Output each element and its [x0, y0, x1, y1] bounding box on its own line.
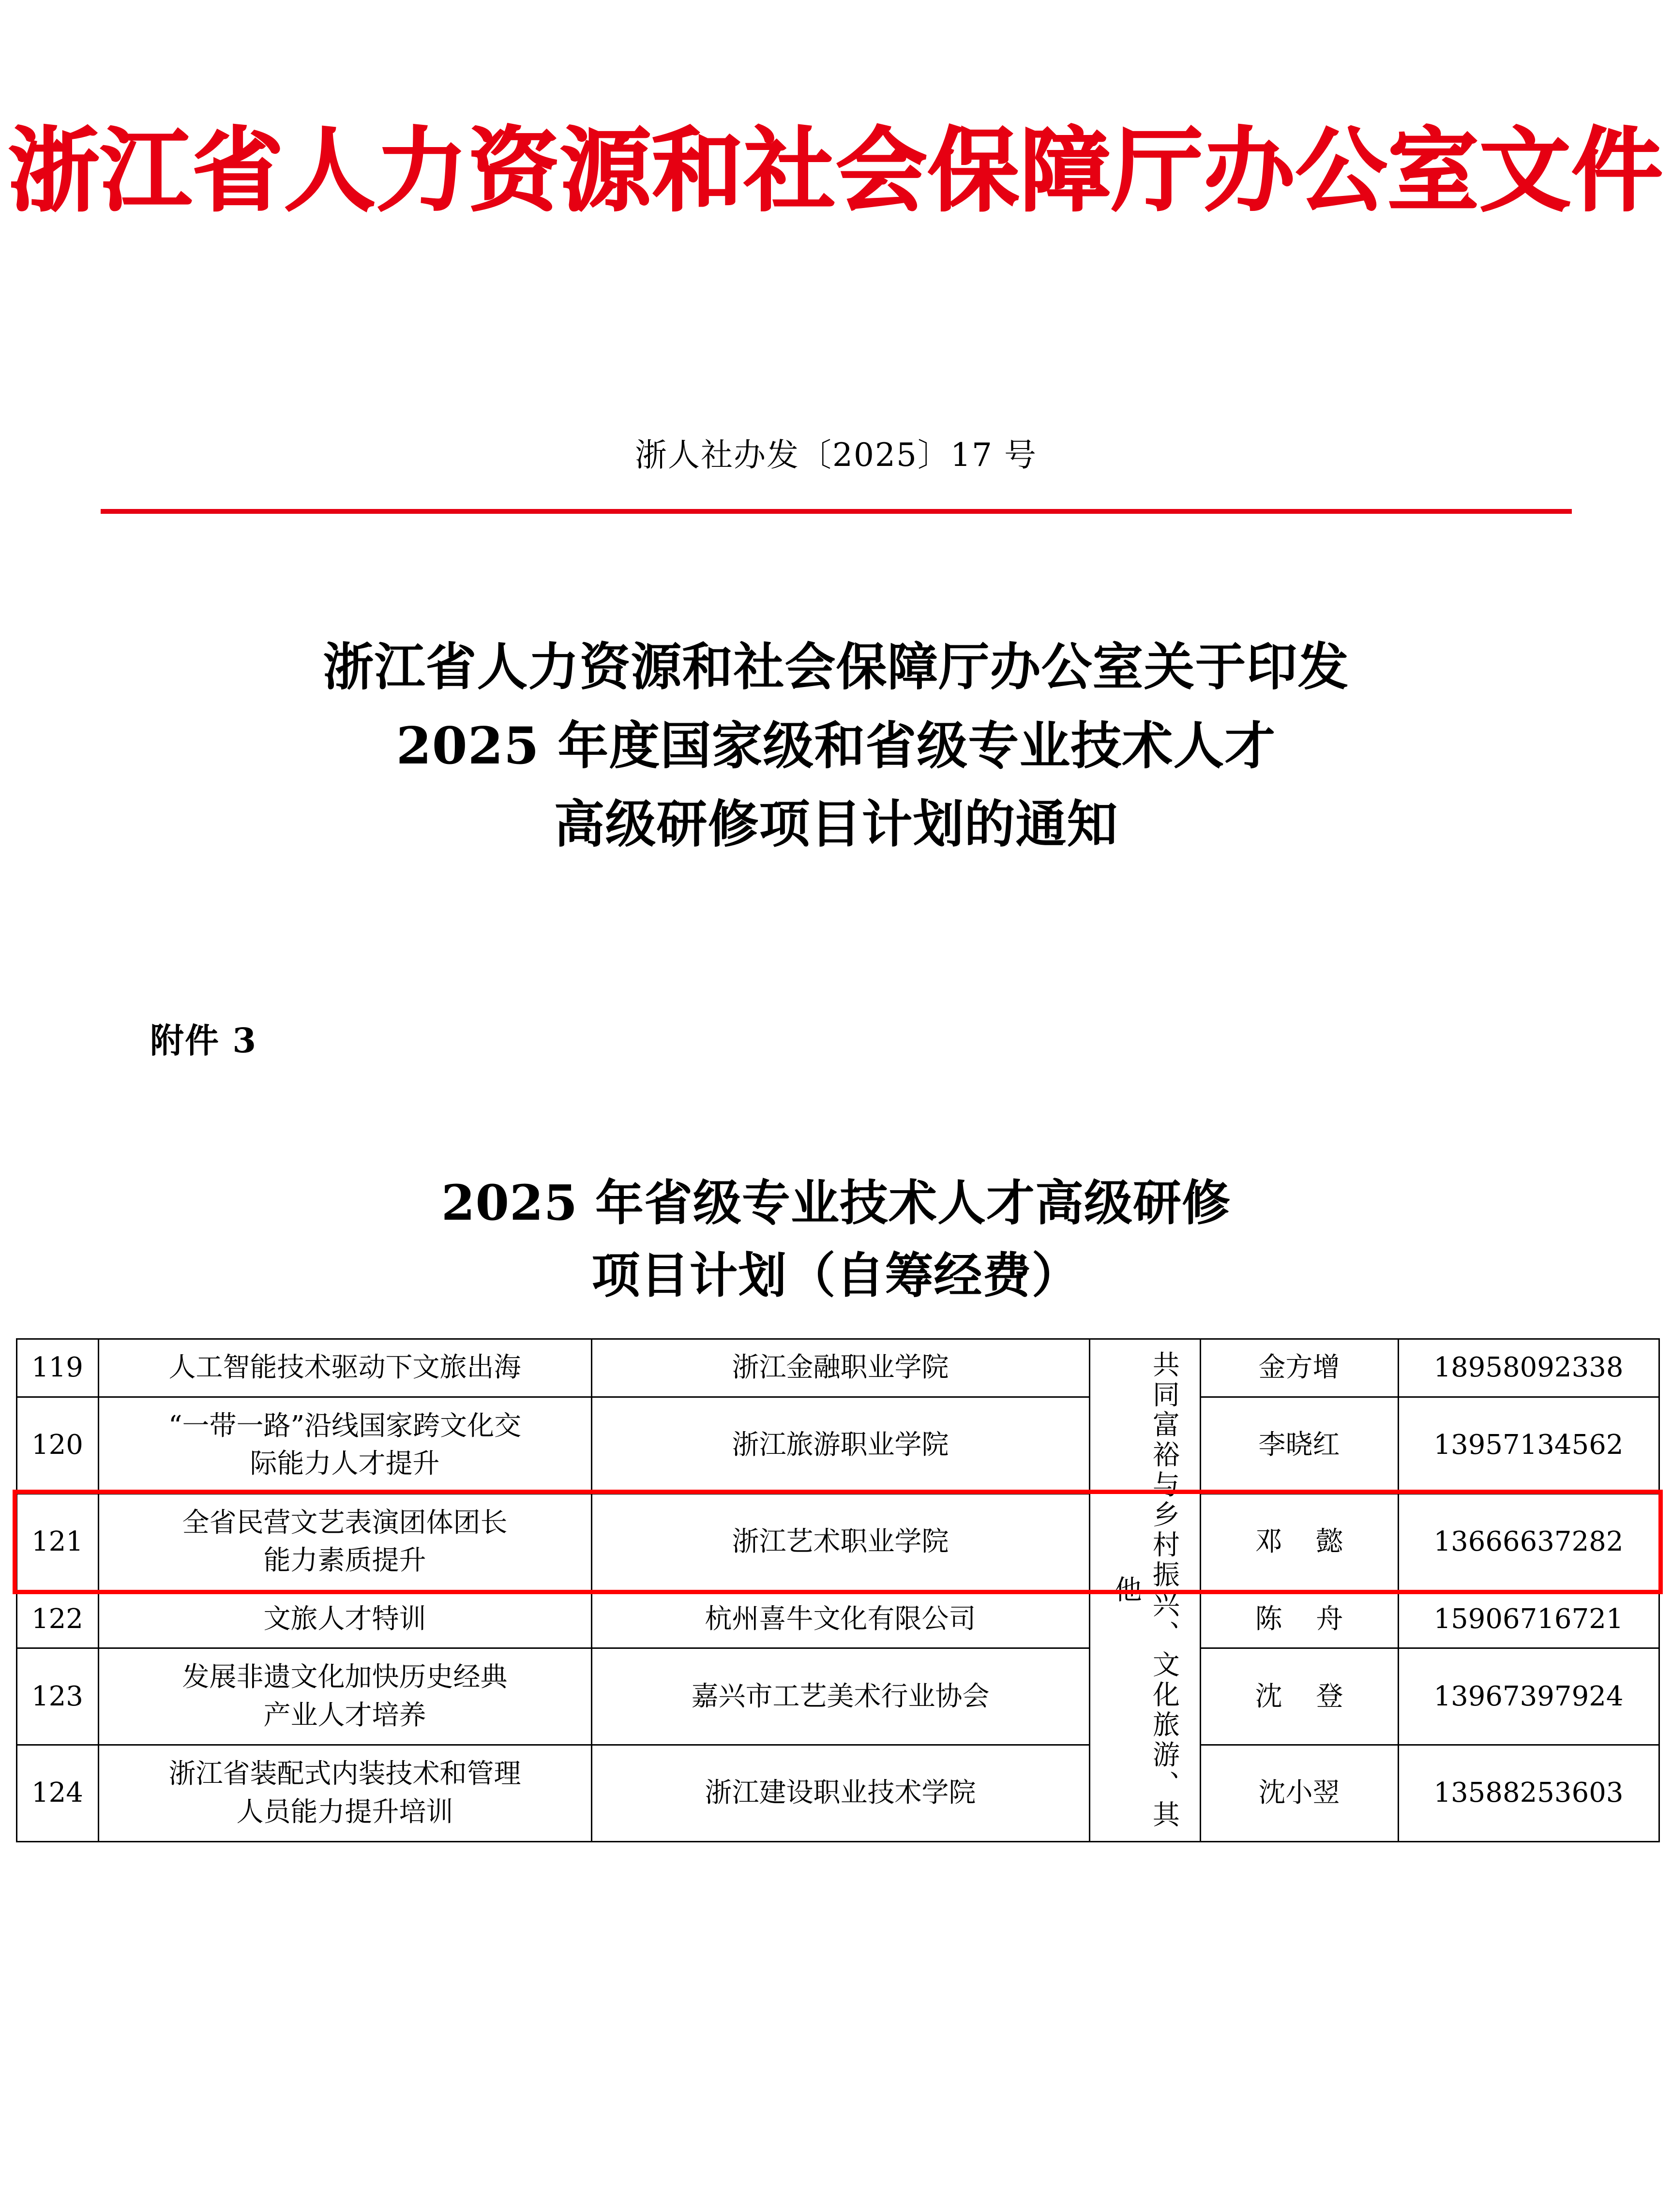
- contact-person-name: 沈小翌: [1258, 1777, 1340, 1809]
- row-number: 124: [16, 1745, 98, 1842]
- table-row: [16, 1339, 1659, 1397]
- row-phone: 18958092338: [1398, 1339, 1659, 1397]
- row-project-line-2: 人员能力提升培训: [236, 1796, 453, 1828]
- plan-table-container: [16, 1338, 1657, 1842]
- row-number: 119: [16, 1339, 98, 1397]
- red-divider-rule: [101, 509, 1572, 514]
- row-project: [98, 1494, 591, 1590]
- row-field-category-text: 共同富裕与乡村振兴、文化旅游、其他: [1110, 1350, 1180, 1831]
- row-project-line-2: 产业人才培养: [263, 1699, 426, 1731]
- row-organization: 浙江建设职业技术学院: [591, 1745, 1089, 1842]
- row-contact-person: [1200, 1494, 1398, 1590]
- row-project: [98, 1745, 591, 1842]
- row-organization: 浙江艺术职业学院: [591, 1494, 1089, 1590]
- row-project: [98, 1648, 591, 1745]
- table-title-line-1: 2025 年省级专业技术人才高级研修: [441, 1174, 1231, 1232]
- table-row: [16, 1648, 1659, 1745]
- row-project-line-1: 浙江省装配式内装技术和管理: [168, 1758, 521, 1790]
- table-row-highlighted: [16, 1494, 1659, 1590]
- row-phone: 13666637282: [1398, 1494, 1659, 1590]
- row-number: 123: [16, 1648, 98, 1745]
- table-row: [16, 1745, 1659, 1842]
- document-title-line-2: 2025 年度国家级和省级专业技术人才: [396, 715, 1276, 776]
- row-project-line-1: “一带一路”沿线国家跨文化交: [168, 1410, 522, 1442]
- contact-person-name: 金方增: [1258, 1352, 1340, 1384]
- row-field-category: [1089, 1339, 1200, 1842]
- row-project-line-2: 能力素质提升: [263, 1545, 426, 1577]
- row-number: 121: [16, 1494, 98, 1590]
- masthead: [0, 0, 1672, 224]
- row-project: 人工智能技术驱动下文旅出海: [98, 1339, 591, 1397]
- table-row: [16, 1397, 1659, 1494]
- row-organization: 嘉兴市工艺美术行业协会: [591, 1648, 1089, 1745]
- row-contact-person: [1200, 1590, 1398, 1648]
- document-title-line-1: 浙江省人力资源和社会保障厅办公室关于印发: [323, 636, 1349, 697]
- table-title: [135, 1166, 1538, 1312]
- row-project-line-2: 际能力人才提升: [250, 1448, 440, 1480]
- row-organization: 浙江旅游职业学院: [591, 1397, 1089, 1494]
- row-phone: 13957134562: [1398, 1397, 1659, 1494]
- contact-person-name: 李晓红: [1258, 1429, 1340, 1461]
- document-title-line-3: 高级研修项目计划的通知: [554, 794, 1118, 854]
- plan-table: [16, 1338, 1660, 1842]
- table-title-line-2: 项目计划（自筹经费）: [591, 1247, 1081, 1304]
- row-project-line-1: 发展非遗文化加快历史经典: [182, 1661, 508, 1693]
- row-phone: 15906716721: [1398, 1590, 1659, 1648]
- row-project: [98, 1397, 591, 1494]
- row-phone: 13967397924: [1398, 1648, 1659, 1745]
- row-number: 122: [16, 1590, 98, 1648]
- row-organization: 杭州喜牛文化有限公司: [591, 1590, 1089, 1648]
- document-number: 浙人社办发〔2025〕17 号: [635, 436, 1037, 474]
- contact-person-name: 陈 舟: [1255, 1603, 1356, 1635]
- row-contact-person: [1200, 1745, 1398, 1842]
- row-number: 120: [16, 1397, 98, 1494]
- row-contact-person: [1200, 1339, 1398, 1397]
- row-contact-person: [1200, 1648, 1398, 1745]
- masthead-title: 浙江省人力资源和社会保障厅办公室文件: [8, 117, 1664, 224]
- table-row: [16, 1590, 1659, 1648]
- row-project-line-1: 全省民营文艺表演团体团长: [182, 1507, 508, 1539]
- row-contact-person: [1200, 1397, 1398, 1494]
- row-organization: 浙江金融职业学院: [591, 1339, 1089, 1397]
- document-title: [178, 628, 1494, 864]
- contact-person-name: 沈 登: [1255, 1680, 1356, 1712]
- contact-person-name: 邓 懿: [1255, 1525, 1356, 1557]
- row-phone: 13588253603: [1398, 1745, 1659, 1842]
- attachment-label: 附件 3: [150, 1020, 257, 1061]
- row-project: 文旅人才特训: [98, 1590, 591, 1648]
